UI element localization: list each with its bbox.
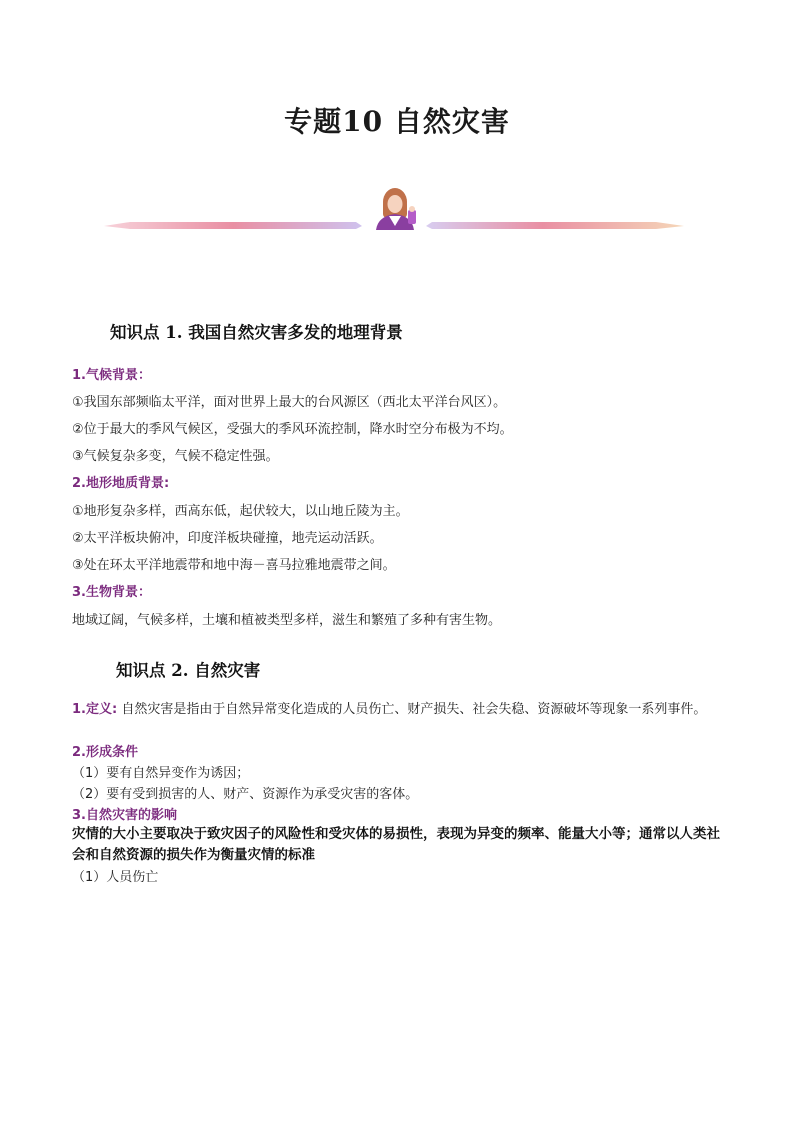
definition-label: 1.定义: (72, 702, 118, 717)
conditions-item-2: （2）要有受到损害的人、财产、资源作为承受灾害的客体。 (72, 787, 419, 802)
page-title: 专题10 自然灾害 (284, 105, 510, 138)
section2-heading: 知识点 2. 自然灾害 (116, 661, 261, 680)
climate-label: 1.气候背景： (72, 368, 151, 383)
climate-item-1: ①我国东部频临太平洋，面对世界上最大的台风源区（西北太平洋台风区）。 (72, 395, 507, 410)
title-divider (100, 180, 690, 240)
section1-heading: 知识点 1. 我国自然灾害多发的地理背景 (110, 323, 403, 342)
climate-item-3: ③气候复杂多变，气候不稳定性强。 (72, 449, 279, 464)
biology-label: 3.生物背景： (72, 585, 151, 600)
biology-text: 地域辽阔，气候多样，土壤和植被类型多样，滋生和繁殖了多种有害生物。 (72, 613, 502, 628)
impact-bold-text: 灾情的大小主要取决于致灾因子的风险性和受灾体的易损性，表现为异变的频率、能量大小等；通常以人类社会和自然资源的损失作为衡量灾情的标准 (72, 826, 720, 863)
climate-item-2: ②位于最大的季风气候区，受强大的季风环流控制，降水时空分布极为不均。 (72, 422, 513, 437)
terrain-item-1: ①地形复杂多样，西高东低，起伏较大，以山地丘陵为主。 (72, 504, 409, 519)
definition-paragraph (72, 700, 728, 719)
terrain-item-2: ②太平洋板块俯冲，印度洋板块碰撞，地壳运动活跃。 (72, 531, 383, 546)
definition-text: 自然灾害是指由于自然异常变化造成的人员伤亡、财产损失、社会失稳、资源破坏等现象一系列事件。 (117, 702, 707, 717)
conditions-label: 2.形成条件 (72, 745, 138, 760)
woman-teacher-icon (376, 188, 416, 230)
divider-left-bar (104, 222, 362, 229)
terrain-item-3: ③处在环太平洋地震带和地中海－喜马拉雅地震带之间。 (72, 558, 396, 573)
terrain-label: 2.地形地质背景: (72, 476, 170, 491)
impact-label: 3.自然灾害的影响 (72, 808, 177, 823)
conditions-item-1: （1）要有自然异变作为诱因； (72, 766, 250, 781)
divider-right-bar (426, 222, 684, 229)
impact-item-1: （1）人员伤亡 (72, 870, 159, 885)
